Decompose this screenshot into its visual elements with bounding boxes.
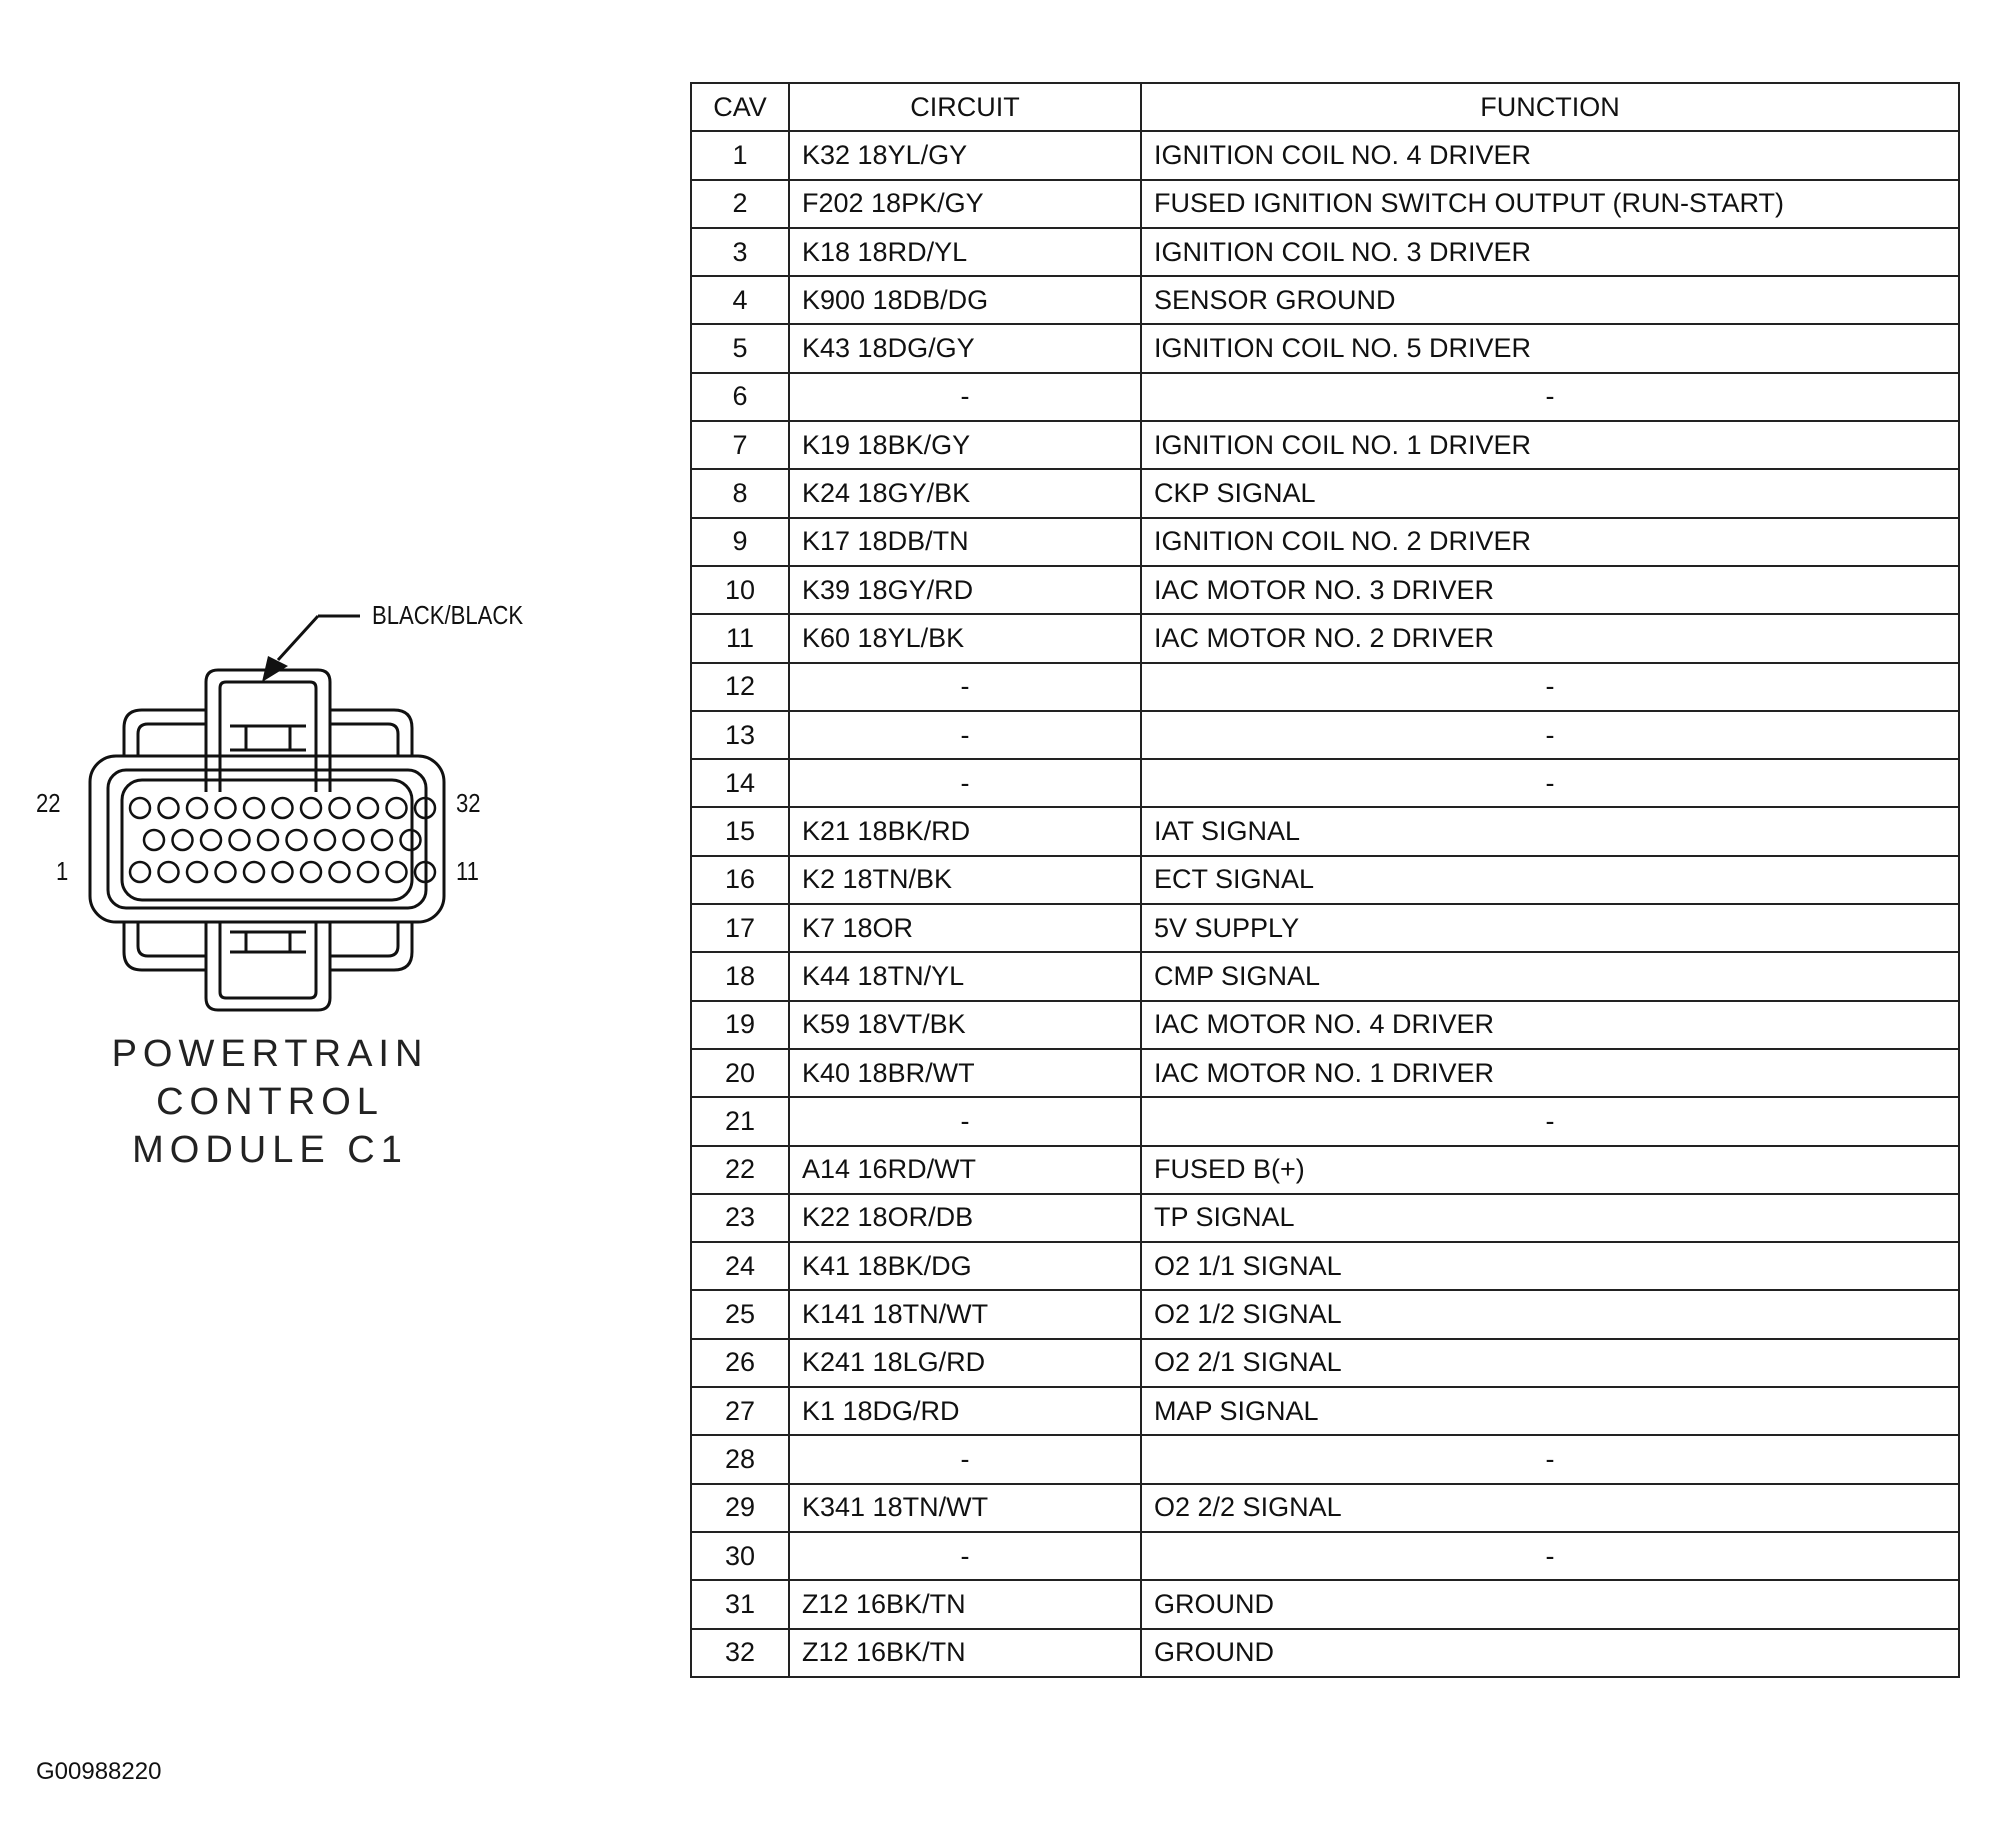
function-cell: IAC MOTOR NO. 2 DRIVER xyxy=(1141,614,1959,662)
table-row xyxy=(691,904,1959,952)
pin-hole xyxy=(315,830,335,850)
pin-hole xyxy=(216,798,236,818)
table-row xyxy=(691,1242,1959,1290)
pin-hole xyxy=(387,798,407,818)
cav-cell: 31 xyxy=(691,1580,789,1628)
table-row xyxy=(691,131,1959,179)
circuit-cell: K44 18TN/YL xyxy=(789,952,1141,1000)
function-cell: - xyxy=(1141,1435,1959,1483)
pin-hole xyxy=(159,862,179,882)
table-row xyxy=(691,1387,1959,1435)
pin-hole xyxy=(358,862,378,882)
table-row xyxy=(691,952,1959,1000)
lower-shoulder-right xyxy=(330,922,412,970)
circuit-cell: K2 18TN/BK xyxy=(789,856,1141,904)
top-latch xyxy=(206,670,330,792)
pin-hole xyxy=(387,862,407,882)
cav-cell: 7 xyxy=(691,421,789,469)
cav-cell: 32 xyxy=(691,1629,789,1677)
upper-shoulder-left xyxy=(124,710,206,756)
cav-cell: 30 xyxy=(691,1532,789,1580)
pin-hole xyxy=(130,862,150,882)
cav-cell: 19 xyxy=(691,1001,789,1049)
function-cell: - xyxy=(1141,711,1959,759)
function-cell: SENSOR GROUND xyxy=(1141,276,1959,324)
table-row xyxy=(691,228,1959,276)
cav-cell: 20 xyxy=(691,1049,789,1097)
table-row xyxy=(691,1532,1959,1580)
image-code: G00988220 xyxy=(36,1758,162,1785)
table-row xyxy=(691,1146,1959,1194)
pin-hole xyxy=(273,862,293,882)
cav-cell: 29 xyxy=(691,1484,789,1532)
table-row xyxy=(691,711,1959,759)
function-cell: IAT SIGNAL xyxy=(1141,807,1959,855)
table-row xyxy=(691,663,1959,711)
pin-hole xyxy=(216,862,236,882)
pin-hole xyxy=(358,798,378,818)
cav-cell: 8 xyxy=(691,469,789,517)
connector-color-label: BLACK/BLACK xyxy=(372,600,524,630)
pin-hole xyxy=(372,830,392,850)
cav-cell: 3 xyxy=(691,228,789,276)
pin-hole xyxy=(244,862,264,882)
circuit-cell: - xyxy=(789,1435,1141,1483)
lower-shoulder-left-inner xyxy=(138,922,206,956)
pin-hole xyxy=(173,830,193,850)
table-row xyxy=(691,1435,1959,1483)
table-row xyxy=(691,1580,1959,1628)
cav-cell: 26 xyxy=(691,1339,789,1387)
circuit-cell: K241 18LG/RD xyxy=(789,1339,1141,1387)
table-row xyxy=(691,1484,1959,1532)
circuit-cell: K22 18OR/DB xyxy=(789,1194,1141,1242)
header-circuit: CIRCUIT xyxy=(789,83,1141,131)
pinout-table xyxy=(690,82,1960,1678)
circuit-cell: - xyxy=(789,759,1141,807)
leader-line-diagonal xyxy=(278,616,318,660)
cav-cell: 23 xyxy=(691,1194,789,1242)
upper-shoulder-right xyxy=(330,710,412,756)
circuit-cell: K24 18GY/BK xyxy=(789,469,1141,517)
table-row xyxy=(691,1049,1959,1097)
function-cell: IGNITION COIL NO. 5 DRIVER xyxy=(1141,324,1959,372)
function-cell: ECT SIGNAL xyxy=(1141,856,1959,904)
table-row xyxy=(691,1097,1959,1145)
cav-cell: 17 xyxy=(691,904,789,952)
function-cell: - xyxy=(1141,663,1959,711)
circuit-cell: K21 18BK/RD xyxy=(789,807,1141,855)
pinout-table-body xyxy=(691,131,1959,1677)
function-cell: IGNITION COIL NO. 1 DRIVER xyxy=(1141,421,1959,469)
table-row xyxy=(691,856,1959,904)
cav-cell: 12 xyxy=(691,663,789,711)
circuit-cell: K40 18BR/WT xyxy=(789,1049,1141,1097)
table-row xyxy=(691,180,1959,228)
circuit-cell: A14 16RD/WT xyxy=(789,1146,1141,1194)
table-header-row xyxy=(691,83,1959,131)
pin-hole xyxy=(244,798,264,818)
table-row xyxy=(691,373,1959,421)
circuit-cell: K341 18TN/WT xyxy=(789,1484,1141,1532)
circuit-cell: K41 18BK/DG xyxy=(789,1242,1141,1290)
function-cell: FUSED B(+) xyxy=(1141,1146,1959,1194)
function-cell: FUSED IGNITION SWITCH OUTPUT (RUN-START) xyxy=(1141,180,1959,228)
function-cell: IAC MOTOR NO. 1 DRIVER xyxy=(1141,1049,1959,1097)
pin-label-32: 32 xyxy=(456,788,481,818)
cav-cell: 5 xyxy=(691,324,789,372)
upper-shoulder-left-inner xyxy=(138,724,206,756)
circuit-cell: K32 18YL/GY xyxy=(789,131,1141,179)
upper-shoulder-right-inner xyxy=(330,724,398,756)
circuit-cell: K60 18YL/BK xyxy=(789,614,1141,662)
cav-cell: 9 xyxy=(691,518,789,566)
cav-cell: 27 xyxy=(691,1387,789,1435)
cav-cell: 22 xyxy=(691,1146,789,1194)
connector-body-inner xyxy=(108,770,426,908)
function-cell: MAP SIGNAL xyxy=(1141,1387,1959,1435)
function-cell: - xyxy=(1141,1097,1959,1145)
table-row xyxy=(691,518,1959,566)
pin-label-22: 22 xyxy=(36,788,61,818)
circuit-cell: Z12 16BK/TN xyxy=(789,1580,1141,1628)
pin-hole xyxy=(330,862,350,882)
function-cell: - xyxy=(1141,1532,1959,1580)
circuit-cell: K7 18OR xyxy=(789,904,1141,952)
top-latch-inner xyxy=(220,682,316,792)
pin-hole xyxy=(301,862,321,882)
header-cav: CAV xyxy=(691,83,789,131)
cav-cell: 18 xyxy=(691,952,789,1000)
cav-cell: 14 xyxy=(691,759,789,807)
circuit-cell: K18 18RD/YL xyxy=(789,228,1141,276)
function-cell: - xyxy=(1141,373,1959,421)
circuit-cell: - xyxy=(789,663,1141,711)
function-cell: O2 1/1 SIGNAL xyxy=(1141,1242,1959,1290)
function-cell: - xyxy=(1141,759,1959,807)
cav-cell: 11 xyxy=(691,614,789,662)
circuit-cell: - xyxy=(789,373,1141,421)
lower-shoulder-right-inner xyxy=(330,922,398,956)
function-cell: IAC MOTOR NO. 4 DRIVER xyxy=(1141,1001,1959,1049)
pin-hole xyxy=(258,830,278,850)
pin-hole xyxy=(187,862,207,882)
table-row xyxy=(691,759,1959,807)
module-name-line-2: CONTROL xyxy=(156,1081,384,1123)
header-function: FUNCTION xyxy=(1141,83,1959,131)
function-cell: IAC MOTOR NO. 3 DRIVER xyxy=(1141,566,1959,614)
circuit-cell: - xyxy=(789,1532,1141,1580)
bottom-latch-tab xyxy=(246,932,290,952)
cav-cell: 10 xyxy=(691,566,789,614)
circuit-cell: K43 18DG/GY xyxy=(789,324,1141,372)
table-row xyxy=(691,614,1959,662)
table-row xyxy=(691,469,1959,517)
cav-cell: 4 xyxy=(691,276,789,324)
pin-hole xyxy=(330,798,350,818)
table-row xyxy=(691,421,1959,469)
table-row xyxy=(691,1194,1959,1242)
module-name-line-1: POWERTRAIN xyxy=(111,1033,429,1075)
top-latch-tab xyxy=(246,726,290,750)
function-cell: TP SIGNAL xyxy=(1141,1194,1959,1242)
module-name-line-3: MODULE C1 xyxy=(132,1129,408,1171)
function-cell: IGNITION COIL NO. 4 DRIVER xyxy=(1141,131,1959,179)
function-cell: GROUND xyxy=(1141,1580,1959,1628)
circuit-cell: - xyxy=(789,1097,1141,1145)
pin-hole xyxy=(201,830,221,850)
table-row xyxy=(691,1290,1959,1338)
cav-cell: 13 xyxy=(691,711,789,759)
cav-cell: 24 xyxy=(691,1242,789,1290)
pin-hole xyxy=(187,798,207,818)
pin-holes xyxy=(130,798,435,882)
pin-hole xyxy=(130,798,150,818)
table-row xyxy=(691,1629,1959,1677)
pin-hole xyxy=(144,830,164,850)
pin-hole xyxy=(230,830,250,850)
table-row xyxy=(691,1339,1959,1387)
circuit-cell: K19 18BK/GY xyxy=(789,421,1141,469)
cav-cell: 6 xyxy=(691,373,789,421)
module-name xyxy=(80,1030,460,1174)
pin-hole xyxy=(273,798,293,818)
function-cell: O2 2/2 SIGNAL xyxy=(1141,1484,1959,1532)
circuit-cell: Z12 16BK/TN xyxy=(789,1629,1141,1677)
cav-cell: 25 xyxy=(691,1290,789,1338)
cav-cell: 2 xyxy=(691,180,789,228)
pin-hole xyxy=(301,798,321,818)
cav-cell: 21 xyxy=(691,1097,789,1145)
cav-cell: 28 xyxy=(691,1435,789,1483)
circuit-cell: - xyxy=(789,711,1141,759)
pin-label-1: 1 xyxy=(56,856,69,886)
function-cell: O2 1/2 SIGNAL xyxy=(1141,1290,1959,1338)
pin-hole xyxy=(159,798,179,818)
table-row xyxy=(691,807,1959,855)
circuit-cell: K39 18GY/RD xyxy=(789,566,1141,614)
function-cell: CKP SIGNAL xyxy=(1141,469,1959,517)
cav-cell: 16 xyxy=(691,856,789,904)
table-row xyxy=(691,276,1959,324)
circuit-cell: K1 18DG/RD xyxy=(789,1387,1141,1435)
pin-label-11: 11 xyxy=(456,856,479,886)
function-cell: O2 2/1 SIGNAL xyxy=(1141,1339,1959,1387)
table-row xyxy=(691,324,1959,372)
circuit-cell: K900 18DB/DG xyxy=(789,276,1141,324)
cav-cell: 1 xyxy=(691,131,789,179)
circuit-cell: K141 18TN/WT xyxy=(789,1290,1141,1338)
circuit-cell: F202 18PK/GY xyxy=(789,180,1141,228)
function-cell: CMP SIGNAL xyxy=(1141,952,1959,1000)
circuit-cell: K17 18DB/TN xyxy=(789,518,1141,566)
lower-shoulder-left xyxy=(124,922,206,970)
function-cell: IGNITION COIL NO. 3 DRIVER xyxy=(1141,228,1959,276)
pin-hole xyxy=(344,830,364,850)
function-cell: IGNITION COIL NO. 2 DRIVER xyxy=(1141,518,1959,566)
function-cell: GROUND xyxy=(1141,1629,1959,1677)
function-cell: 5V SUPPLY xyxy=(1141,904,1959,952)
circuit-cell: K59 18VT/BK xyxy=(789,1001,1141,1049)
table-row xyxy=(691,566,1959,614)
cav-cell: 15 xyxy=(691,807,789,855)
table-row xyxy=(691,1001,1959,1049)
pin-hole xyxy=(287,830,307,850)
